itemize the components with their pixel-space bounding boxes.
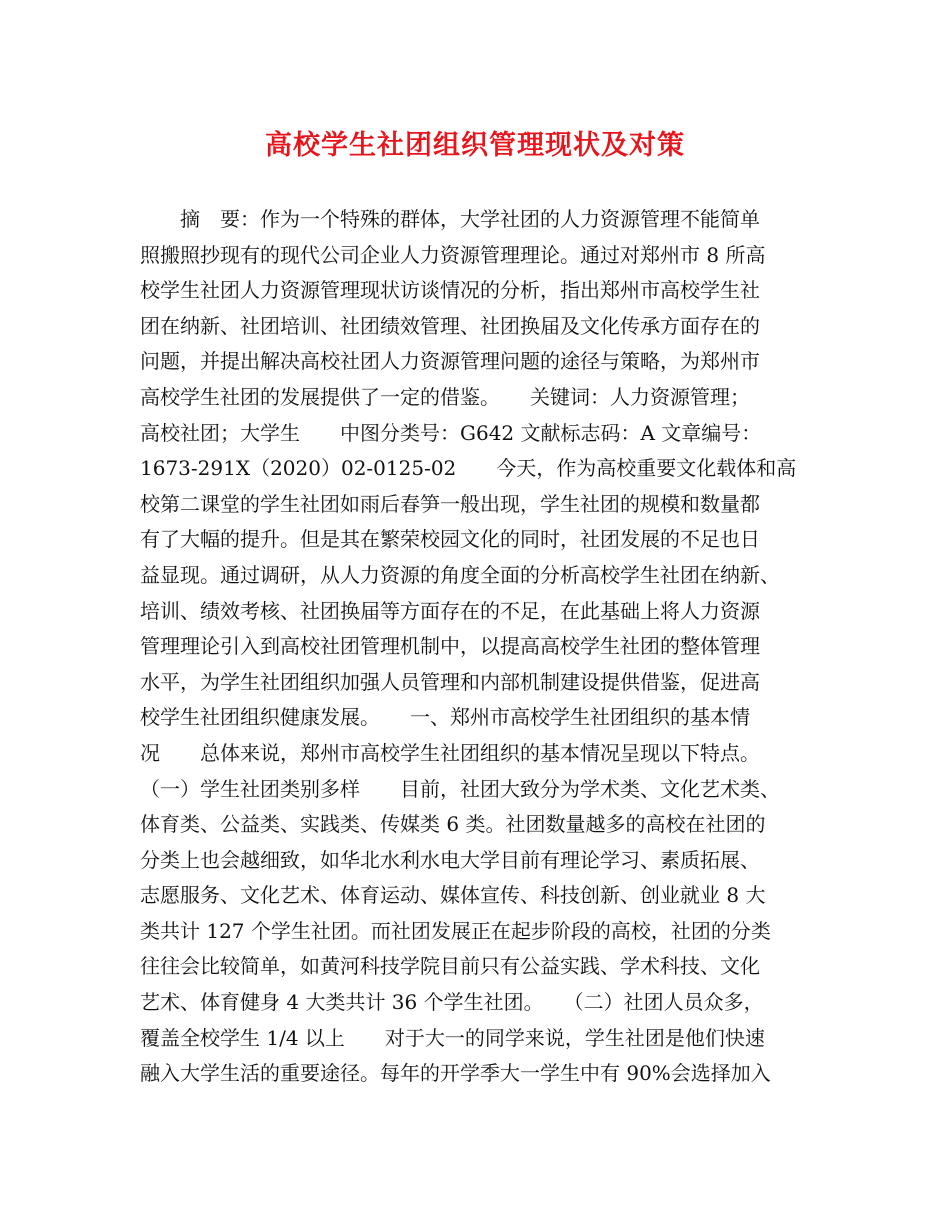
text-line: 融入大学生活的重要途径。每年的开学季大一学生中有 90%会选择加入: [140, 1061, 771, 1086]
text-line: 艺术、体育健身 4 大类共计 36 个学生社团。 （二）社团人员众多，: [140, 990, 764, 1015]
text-line: 校学生社团组织健康发展。 一、郑州市高校学生社团组织的基本情: [140, 705, 750, 730]
text-line: 分类上也会越细致，如华北水利水电大学目前有理论学习、素质拓展、: [140, 847, 760, 872]
text-line: 况 总体来说，郑州市高校学生社团组织的基本情况呈现以下特点。: [140, 740, 760, 765]
text-line: 团在纳新、社团培训、社团绩效管理、社团换届及文化传承方面存在的: [140, 313, 760, 338]
text-line: 有了大幅的提升。但是其在繁荣校园文化的同时，社团发展的不足也日: [140, 527, 760, 552]
text-line: 校第二课堂的学生社团如雨后春笋一般出现，学生社团的规模和数量都: [140, 491, 760, 516]
article-body: [140, 202, 840, 1092]
text-line: 类共计 127 个学生社团。而社团发展正在起步阶段的高校，社团的分类: [140, 918, 771, 943]
text-line: 往往会比较简单，如黄河科技学院目前只有公益实践、学术科技、文化: [140, 954, 760, 979]
text-line: 高校社团；大学生 中图分类号：G642 文献标志码：A 文章编号：: [140, 420, 762, 445]
text-line: 管理理论引入到高校社团管理机制中，以提高高校学生社团的整体管理: [140, 634, 760, 659]
text-line: 志愿服务、文化艺术、体育运动、媒体宣传、科技创新、创业就业 8 大: [140, 883, 766, 908]
text-line: （一）学生社团类别多样 目前，社团大致分为学术类、文化艺术类、: [140, 776, 780, 801]
text-line: 1673-291X（2020）02-0125-02 今天，作为高校重要文化载体和高: [140, 456, 797, 481]
text-line: 覆盖全校学生 1/4 以上 对于大一的同学来说，学生社团是他们快速: [140, 1025, 765, 1050]
text-line: 问题，并提出解决高校社团人力资源管理问题的途径与策略，为郑州市: [140, 349, 760, 374]
text-line: 水平，为学生社团组织加强人员管理和内部机制建设提供借鉴，促进高: [140, 669, 760, 694]
page-title: 高校学生社团组织管理现状及对策: [265, 130, 685, 161]
text-line: 校学生社团人力资源管理现状访谈情况的分析，指出郑州市高校学生社: [140, 278, 760, 303]
text-line: 培训、绩效考核、社团换届等方面存在的不足，在此基础上将人力资源: [140, 598, 760, 623]
text-line: 照搬照抄现有的现代公司企业人力资源管理理论。通过对郑州市 8 所高: [140, 242, 766, 267]
text-line: 益显现。通过调研，从人力资源的角度全面的分析高校学生社团在纳新、: [140, 562, 780, 587]
text-line: 摘 要：作为一个特殊的群体，大学社团的人力资源管理不能简单: [140, 207, 760, 231]
text-line: 体育类、公益类、实践类、传媒类 6 类。社团数量越多的高校在社团的: [140, 812, 766, 837]
text-line: 高校学生社团的发展提供了一定的借鉴。 关键词：人力资源管理；: [140, 384, 750, 409]
